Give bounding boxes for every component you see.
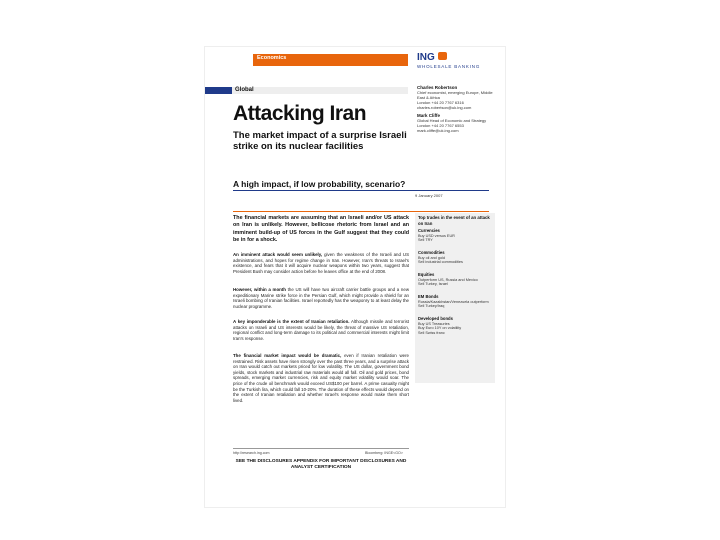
sidebar-item <box>418 273 492 287</box>
sidebar-item-title: Developed bonds <box>418 316 453 321</box>
contact-name: Mark Cliffe <box>417 113 441 118</box>
sidebar-item-line: Buy USD versus EUR <box>418 233 455 238</box>
section-headline: A high impact, if low probability, scenario? <box>233 179 406 189</box>
divider <box>233 211 489 212</box>
contact-line: charles.robertson@uk.ing.com <box>417 105 472 110</box>
sidebar-item-title: Equities <box>418 272 435 277</box>
sidebar-item <box>418 295 492 309</box>
sidebar-item <box>418 251 492 265</box>
page-title: Attacking Iran <box>233 102 367 125</box>
sidebar-item-title: Currencies <box>418 228 440 233</box>
paragraph-text: even if Iranian retaliation were restrained. Risk assets have risen strongly over the past three years, and a surprise attack on Iran would catch out markets priced for low volatility. The US dollar, government bond yields, stock markets and industrial raw materials would all fall. Oil and gold prices, bond spreads, emerging market currencies, risk and equity market volatility would soar. The price of the crude oil benchmark would exceed US$100 per barrel. A prime casualty might be the Turkish lira, which could fall 10-20%. The duration of these effects would depend on the extent of Iranian retaliation and whether Israel's response would make them short lived. <box>233 353 409 403</box>
contact-2 <box>417 113 497 133</box>
top-trades-box <box>415 213 495 383</box>
sidebar-item-line: Sell Turkey/Iraq <box>418 304 445 308</box>
contact-1 <box>417 85 497 110</box>
paragraph-lead-in: A key imponderable is the extent of Iranian retaliation. <box>233 319 350 324</box>
brand-logo: ING <box>417 52 435 63</box>
sidebar-item <box>418 229 492 243</box>
divider <box>233 190 489 191</box>
footer-url[interactable]: http://research.ing.com <box>233 451 270 455</box>
sidebar-item-title: Commodities <box>418 250 445 255</box>
disclosure-notice: SEE THE DISCLOSURES APPENDIX FOR IMPORTANT DISCLOSURES AND ANALYST CERTIFICATION <box>235 459 407 470</box>
contact-name: Charles Robertson <box>417 85 458 90</box>
paragraph-text: Although missile and terrorist attacks on Israeli and US interests would be likely, the threat of massive US retaliation, regional conflict and long-term damage to its political and commercial interests might limit Iran's response. <box>233 319 409 341</box>
sidebar-item-line: Sell Turkey, Israel <box>418 282 448 286</box>
body-paragraph <box>233 252 409 274</box>
document-page <box>205 47 505 507</box>
sidebar-item-line: Sell industrial commodities <box>418 260 463 264</box>
sidebar-item-line: Buy Euro 10Y on volatility <box>418 326 462 330</box>
sidebar-item-line: Russia/Kazakhstan/Venezuela outperform <box>418 299 489 304</box>
report-date: 9 January 2007 <box>415 193 443 198</box>
region-bar <box>232 87 408 94</box>
sidebar-item-line: Outperform US, Russia and Mexico <box>418 277 478 282</box>
lead-paragraph: The financial markets are assuming that an Israeli and/or US attack on Iran is unlikely. However, bellicose rhetoric from Israel and an imminent build-up of US forces in the Gulf suggest that they could be in for a shock. <box>233 215 409 244</box>
footer-divider <box>233 448 409 449</box>
sidebar-item-title: EM Bonds <box>418 294 439 299</box>
ing-lion-logo-icon <box>438 52 447 60</box>
sidebar-item-line: Sell TRY <box>418 238 433 242</box>
contact-line: Chief economist, emerging Europe, Middle East & Africa <box>417 90 493 100</box>
paragraph-text: given the weakness of the Israeli and US administrations, and hopes for regime change in Iran. However, Iran's threats to Israel's existence, and fears that it will acquire nuclear weapons within two years, suggest that President Bush may consider action before he leaves office at the end of 2008. <box>233 252 409 274</box>
body-paragraph <box>233 287 409 309</box>
section-bar <box>253 54 408 66</box>
body-paragraph <box>233 319 409 341</box>
contact-line: Global Head of Economic and Strategy <box>417 118 487 123</box>
sidebar-heading: Top trades in the event of an attack on Iran <box>418 215 490 226</box>
sidebar-item-line: Buy US Treasuries <box>418 321 450 326</box>
paragraph-lead-in: The financial market impact would be dramatic, <box>233 353 342 358</box>
contact-line: London +44 20 7767 6316 <box>417 100 464 105</box>
region-label: Global <box>235 87 254 93</box>
sidebar-item <box>418 317 492 335</box>
paragraph-text: the US will have two aircraft carrier battle groups and a new expeditionary Marine strike force in the Persian Gulf, which might provide a shield for an Israeli bombing of Iranian facilities. Israel reportedly has the weaponry to at least delay the nuclear programme. <box>233 287 409 309</box>
paragraph-lead-in: However, within a month <box>233 287 286 292</box>
page-subtitle: The market impact of a surprise Israeli strike on its nuclear facilities <box>233 130 407 152</box>
sidebar-item-line: Buy oil and gold <box>418 255 446 260</box>
footer-bloomberg: Bloomberg: INGE<GO> <box>365 451 403 455</box>
region-accent <box>205 87 232 94</box>
sidebar-item-line: Sell Swiss franc <box>418 330 445 335</box>
contact-line: mark.cliffe@uk.ing.com <box>417 128 459 133</box>
body-paragraph <box>233 353 409 403</box>
brand-tagline: WHOLESALE BANKING <box>417 64 481 69</box>
section-label: Economics <box>257 55 287 61</box>
paragraph-lead-in: An imminent attack would seem unlikely, <box>233 252 323 257</box>
contact-line: London +44 20 7767 6553 <box>417 123 464 128</box>
